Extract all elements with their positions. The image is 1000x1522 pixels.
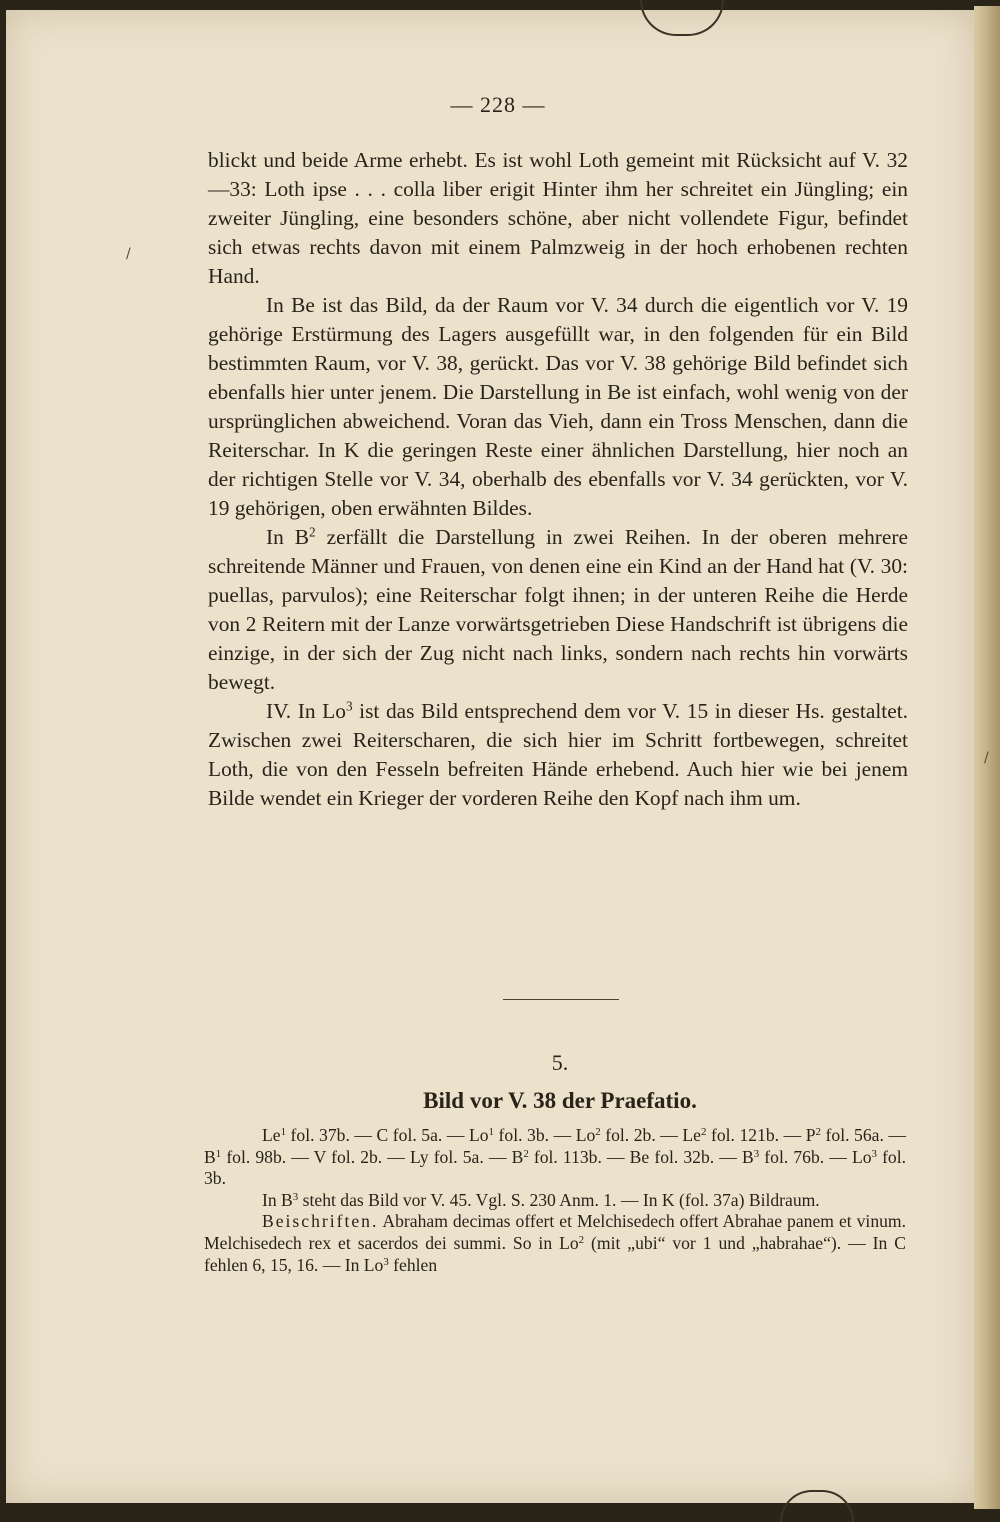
footnote-paragraph <box>204 1125 906 1190</box>
footnote-paragraph <box>204 1211 906 1276</box>
superscript: 1 <box>280 1126 287 1138</box>
text-run: Le <box>262 1125 281 1145</box>
text-run: fol. 37b. — C fol. 5a. — Lo <box>286 1125 489 1145</box>
page-number: — 228 — <box>450 92 546 117</box>
section-title: Bild vor V. 38 der Praefatio. <box>423 1088 697 1113</box>
superscript: 2 <box>815 1126 821 1138</box>
text-run: Abraham decimas offert et Melchisedech offert Abrahae panem et vinum. Melchisedech rex et sacerdos dei summi. So in Lo <box>204 1211 906 1253</box>
section-number: 5. <box>551 1050 569 1075</box>
margin-mark: / <box>126 246 131 262</box>
margin-mark: / <box>984 750 989 766</box>
text-run: ist das Bild entsprechend dem vor V. 15 in dieser Hs. gestaltet. Zwischen zwei Reiterscharen, die sich hier im Schritt fortbewegen, schreitet Loth, die von den Fesseln befreiten Hände erhebend. Auch hier wie bei jenem Bilde wendet ein Krieger der vorderen Reihe den Kopf nach ihm um. <box>208 699 908 810</box>
superscript: 2 <box>309 524 316 540</box>
footnote-block <box>204 1125 906 1276</box>
paragraph <box>208 146 908 291</box>
text-run: (mit „ubi“ vor 1 und „habrahae“). — In C fehlen 6, 15, 16. — In Lo <box>204 1232 906 1275</box>
text-run: In Be ist das Bild, da der Raum vor V. 34 durch die eigentlich vor V. 19 gehörige Erstürmung des Lagers ausgefüllt war, in den folgenden für ein Bild bestimmten Raum, vor V. 38, gerückt. Das vor V. 38 gehörige Bild befindet sich ebenfalls hier unter jenem. Die Darstellung in Be ist einfach, wohl wenig von der ursprünglichen abweichend. Voran das Vieh, dann ein Tross Menschen, dann die Reiterschar. In K die geringen Reste einer ähnlichen Darstellung, hier noch an der richtigen Stelle vor V. 34, oberhalb des ebenfalls vor V. 34 gerückten, vor V. 19 gehörigen, oben erwähnten Bildes. <box>208 293 908 520</box>
text-run: fol. 3b. <box>204 1146 907 1189</box>
paragraph <box>208 523 908 697</box>
superscript: 2 <box>578 1233 585 1246</box>
superscript: 3 <box>753 1147 760 1160</box>
text-run: fol. 56a. — B <box>204 1125 906 1167</box>
superscript: 1 <box>488 1126 494 1138</box>
text-run: fol. 113b. — Be fol. 32b. — B <box>528 1146 754 1167</box>
text-run: fol. 76b. — Lo <box>759 1146 872 1167</box>
text-run: In B <box>262 1189 293 1210</box>
text-run: fol. 121b. — P <box>706 1125 816 1145</box>
footnote-paragraph <box>204 1190 906 1212</box>
text-run: In B <box>266 525 310 549</box>
text-run: fol. 98b. — V fol. 2b. — Ly fol. 5a. — B <box>221 1146 524 1167</box>
text-run: blickt und beide Arme erhebt. Es ist wohl Loth gemeint mit Rücksicht auf V. 32—33: Loth ipse . . . colla liber erigit Hinter ihm her schreitet ein Jüngling; ein zweiter Jüngling, eine besonders schöne, aber nicht vollendete Figur, befindet sich etwas rechts davon mit einem Palmzweig in der hoch erhobenen rechten Hand. <box>208 148 908 288</box>
superscript: 2 <box>523 1147 529 1160</box>
superscript: 2 <box>595 1126 601 1138</box>
text-run: IV. In Lo <box>266 699 346 723</box>
superscript: 3 <box>292 1190 299 1203</box>
spaced-heading: Beischriften. <box>262 1211 379 1232</box>
text-run: fehlen <box>388 1254 438 1275</box>
superscript: 1 <box>215 1147 222 1160</box>
superscript: 3 <box>383 1255 389 1268</box>
superscript: 2 <box>701 1126 707 1138</box>
text-run: zerfällt die Darstellung in zwei Reihen. In der oberen mehrere schreitende Männer und Frauen, von denen eine ein Kind an der Hand hat (V. 30: puellas, parvulos); eine Reiterschar folgt ihnen; in der unteren Reihe die Herde von 2 Reitern mit der Lanze vorwärtsgetrieben Diese Handschrift ist übrigens die einzige, in der sich der Zug nicht nach links, sondern nach rechts hin vorwärts bewegt. <box>208 525 909 694</box>
text-run: fol. 3b. — Lo <box>494 1125 596 1145</box>
text-run: fol. 2b. — Le <box>600 1125 701 1145</box>
superscript: 3 <box>871 1147 877 1160</box>
text-run: steht das Bild vor V. 45. Vgl. S. 230 Anm. 1. — In K (fol. 37a) Bildraum. <box>298 1189 820 1210</box>
superscript: 3 <box>345 698 353 714</box>
paragraph <box>208 291 908 523</box>
paragraph <box>208 697 908 813</box>
section-divider <box>503 999 619 1000</box>
body-text <box>208 146 908 813</box>
